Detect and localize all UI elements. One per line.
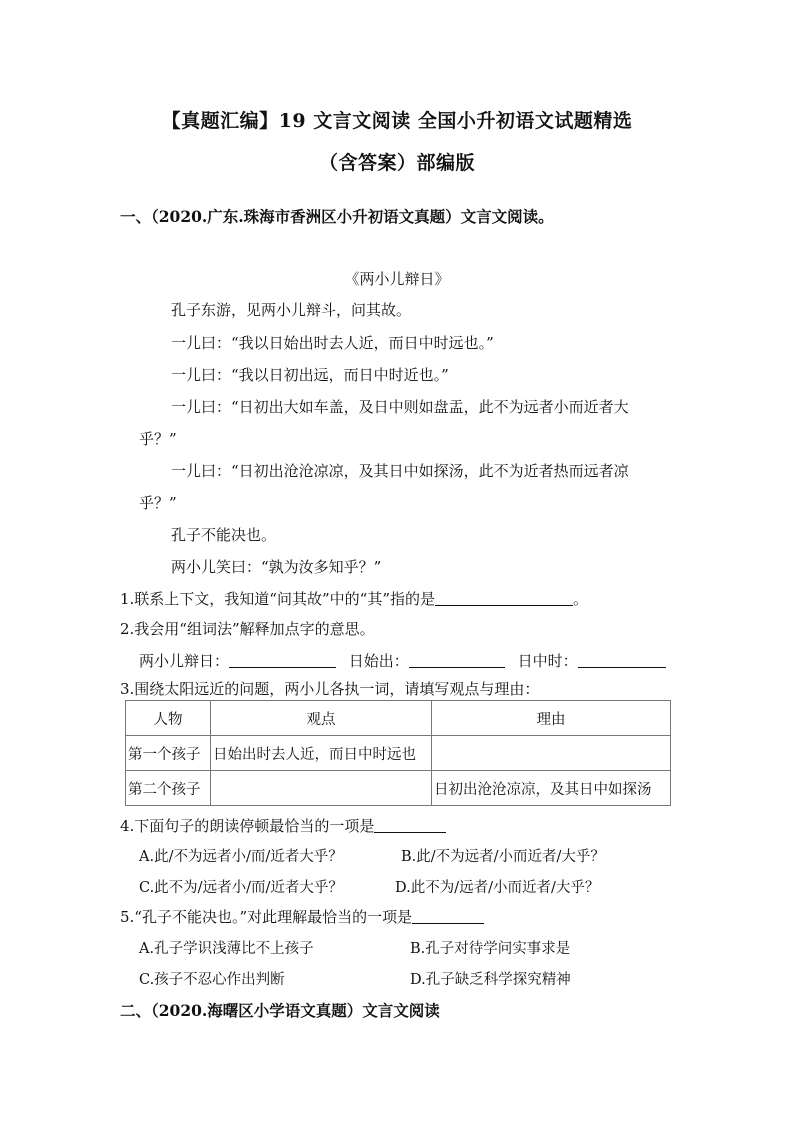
table-row [126, 736, 671, 771]
table-header-cell: 人物 [126, 701, 211, 736]
q5-option-d: D.孔子缺乏科学探究精神 [410, 972, 571, 988]
q2-item-2-blank[interactable] [409, 652, 505, 668]
table-cell-person: 第二个孩子 [126, 771, 211, 806]
q2-item-3-label: 日中时： [517, 652, 578, 670]
table-cell-reason: 日初出沧沧凉凉，及其日中如探汤 [432, 771, 671, 806]
passage-line: 乎？” [139, 430, 177, 448]
q2-item-2-label: 日始出： [348, 652, 409, 670]
question-4 [120, 815, 446, 836]
question-1 [120, 588, 588, 609]
table-header-cell: 观点 [211, 701, 432, 736]
q4-option-b: B.此/不为远者/小而近者/大乎？ [401, 849, 605, 865]
question-1-text: 1.联系上下文，我知道“问其故”中的“其”指的是 [120, 590, 435, 608]
table-cell-viewpoint-blank[interactable] [211, 771, 432, 806]
question-5-text: 5.“孔子不能决也。”对此理解最恰当的一项是 [120, 908, 413, 926]
q4-option-d: D.此不为/远者/小而近者/大乎？ [395, 880, 600, 896]
q4-option-a: A.此/不为远者小/而/近者大乎？ [139, 849, 343, 865]
doc-title-line2: （含答案）部编版 [318, 152, 475, 174]
q2-item-3-blank[interactable] [578, 652, 666, 668]
question-1-end: 。 [573, 590, 589, 608]
passage-line: 一儿曰：“我以日初出远，而日中时近也。” [171, 366, 449, 384]
q2-item-1-label: 两小儿辩日： [139, 652, 230, 670]
doc-title-line1: 【真题汇编】19 文言文阅读 全国小升初语文试题精选 [161, 110, 633, 132]
passage-line: 乎？” [139, 494, 177, 512]
question-4-text: 4.下面句子的朗读停顿最恰当的一项是 [120, 817, 375, 835]
q1-answer-blank[interactable] [435, 590, 573, 606]
passage-line: 一儿曰：“日初出沧沧凉凉，及其日中如探汤，此不为近者热而远者凉 [171, 462, 629, 480]
passage-title: 《两小儿辩日》 [344, 270, 450, 288]
viewpoint-table [125, 700, 671, 806]
passage-line: 孔子东游，见两小儿辩斗，问其故。 [171, 301, 412, 319]
section1-heading: 一、（2020.广东.珠海市香洲区小升初语文真题）文言文阅读。 [120, 207, 554, 226]
section2-heading: 二、（2020.海曙区小学语文真题）文言文阅读 [120, 1001, 440, 1020]
passage-line: 两小儿笑曰：“孰为汝多知乎？” [171, 558, 382, 576]
table-header-row [126, 701, 671, 736]
table-cell-viewpoint: 日始出时去人近，而日中时远也 [211, 736, 432, 771]
table-cell-reason-blank[interactable] [432, 736, 671, 771]
q4-answer-blank[interactable] [374, 817, 446, 833]
table-cell-person: 第一个孩子 [126, 736, 211, 771]
q5-option-b: B.孔子对待学问实事求是 [410, 941, 571, 957]
question-3-text: 3.围绕太阳远近的问题，两小儿各执一词，请填写观点与理由： [120, 680, 540, 698]
question-5 [120, 906, 484, 927]
passage-line: 一儿曰：“我以日始出时去人近，而日中时远也。” [171, 334, 494, 352]
table-header-cell: 理由 [432, 701, 671, 736]
question-2-items [139, 650, 666, 671]
q5-option-c: C.孩子不忍心作出判断 [139, 972, 285, 988]
q2-item-1-blank[interactable] [229, 652, 336, 668]
passage-line: 孔子不能决也。 [171, 526, 277, 544]
q5-answer-blank[interactable] [412, 908, 484, 924]
table-row [126, 771, 671, 806]
passage-line: 一儿曰：“日初出大如车盖，及日中则如盘盂，此不为远者小而近者大 [171, 398, 629, 416]
q5-option-a: A.孔子学识浅薄比不上孩子 [139, 941, 314, 957]
question-2-text: 2.我会用“组词法”解释加点字的意思。 [120, 620, 375, 638]
q4-option-c: C.此不为/远者小/而/近者大乎？ [139, 880, 343, 896]
